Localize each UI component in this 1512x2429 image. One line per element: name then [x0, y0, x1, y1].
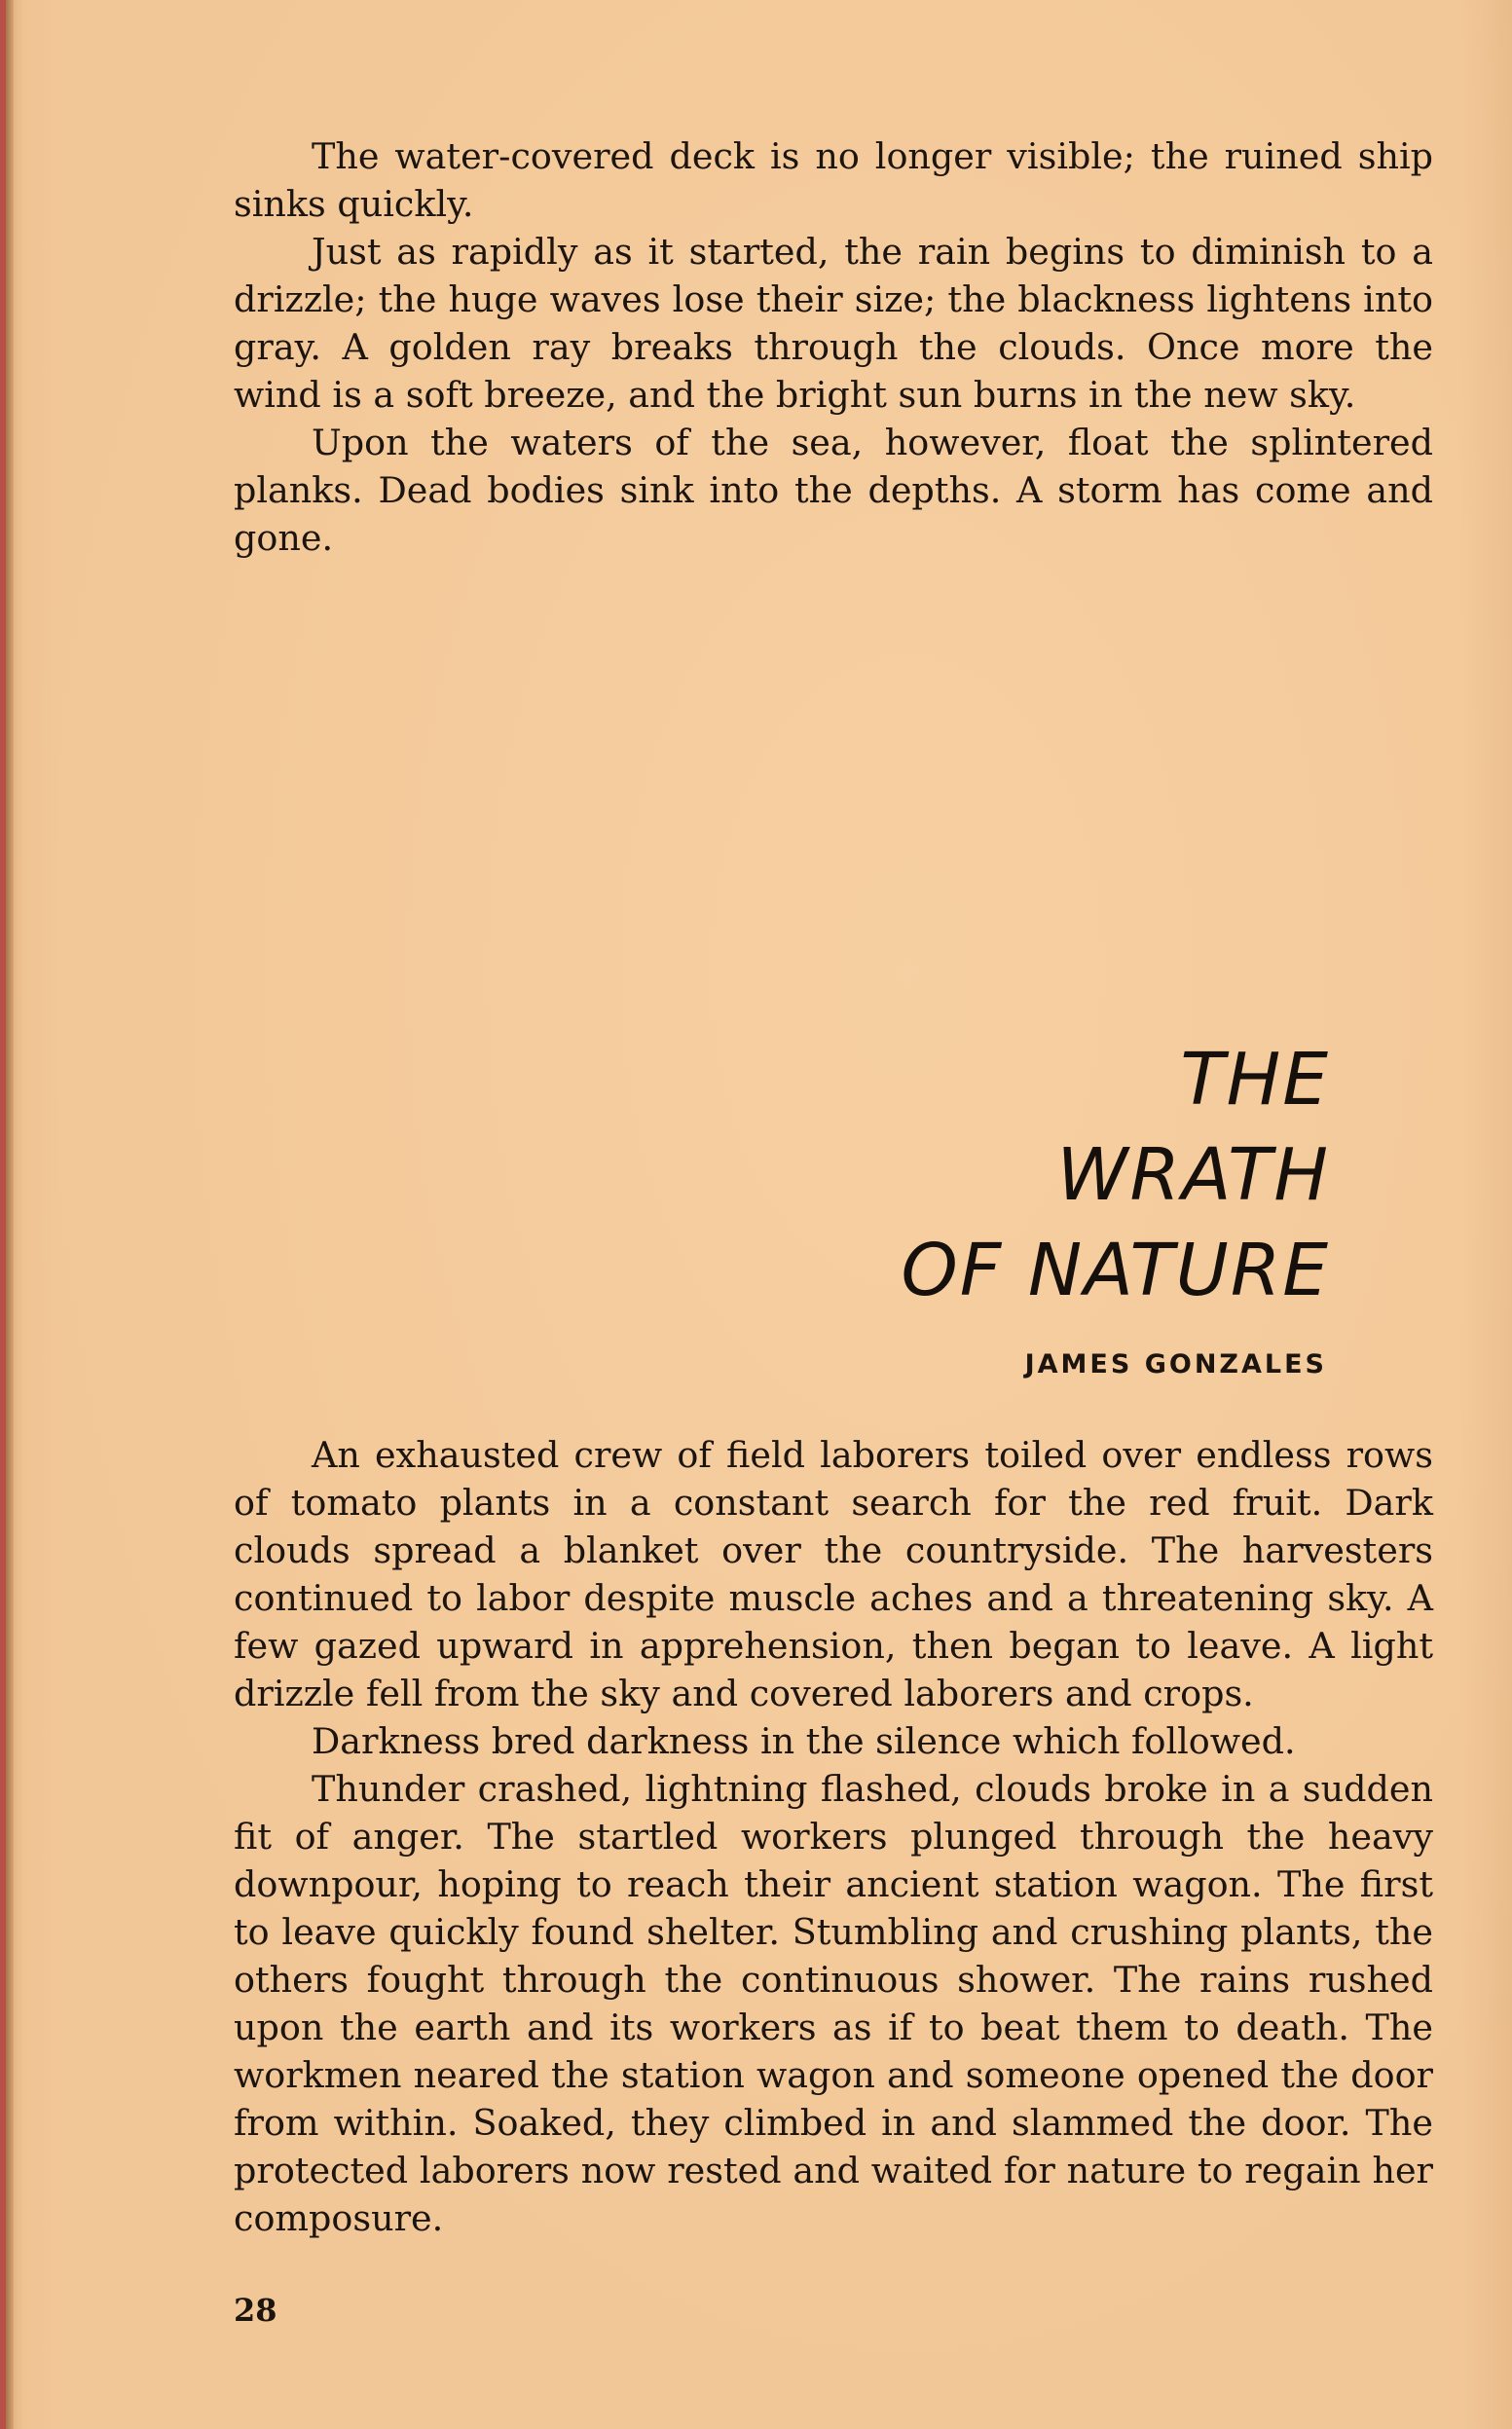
story-body	[234, 1431, 1433, 2242]
paragraph: An exhausted crew of field laborers toiled over endless rows of tomato plants in a constant search for the red fruit. Dark clouds spread a blanket over the countryside. The harvesters continued to labor despite muscle aches and a threatening sky. A few gazed upward in apprehension, then began to leave. A light drizzle fell from the sky and covered laborers and crops.	[234, 1434, 1433, 1714]
story-title-line: THE	[1180, 1038, 1330, 1122]
paragraph: Thunder crashed, lightning flashed, clouds broke in a sudden fit of anger. The startled workers plunged through the heavy downpour, hoping to reach their ancient station wagon. The first to leave quickly found shelter. Stumbling and crushing plants, the others fought through the continuous shower. The rains rushed upon the earth and its workers as if to beat them to death. The workmen neared the station wagon and someone opened the door from within. Soaked, they climbed in and slammed the door. The protected laborers now rested and waited for nature to regain her composure.	[234, 1768, 1433, 2239]
page-gutter-shadow	[6, 0, 14, 2429]
story-title-line: OF NATURE	[901, 1229, 1330, 1312]
paragraph: The water-covered deck is no longer visible; the ruined ship sinks quickly.	[234, 135, 1433, 225]
paragraph: Upon the waters of the sea, however, float the splintered planks. Dead bodies sink into the depths. A storm has come and gone.	[234, 422, 1433, 559]
story-title-line: WRATH	[1056, 1133, 1330, 1217]
paragraph: Just as rapidly as it started, the rain begins to diminish to a drizzle; the huge waves lose their size; the blackness lightens into gray. A golden ray breaks through the clouds. Once more the wind is a soft breeze, and the bright sun burns in the new sky.	[234, 231, 1433, 416]
paragraph: Darkness bred darkness in the silence which followed.	[312, 1720, 1296, 1762]
story-author: JAMES GONZALES	[1024, 1349, 1327, 1380]
page-number: 28	[234, 2292, 277, 2329]
story-title	[902, 1032, 1330, 1318]
previous-story-ending	[234, 132, 1433, 562]
